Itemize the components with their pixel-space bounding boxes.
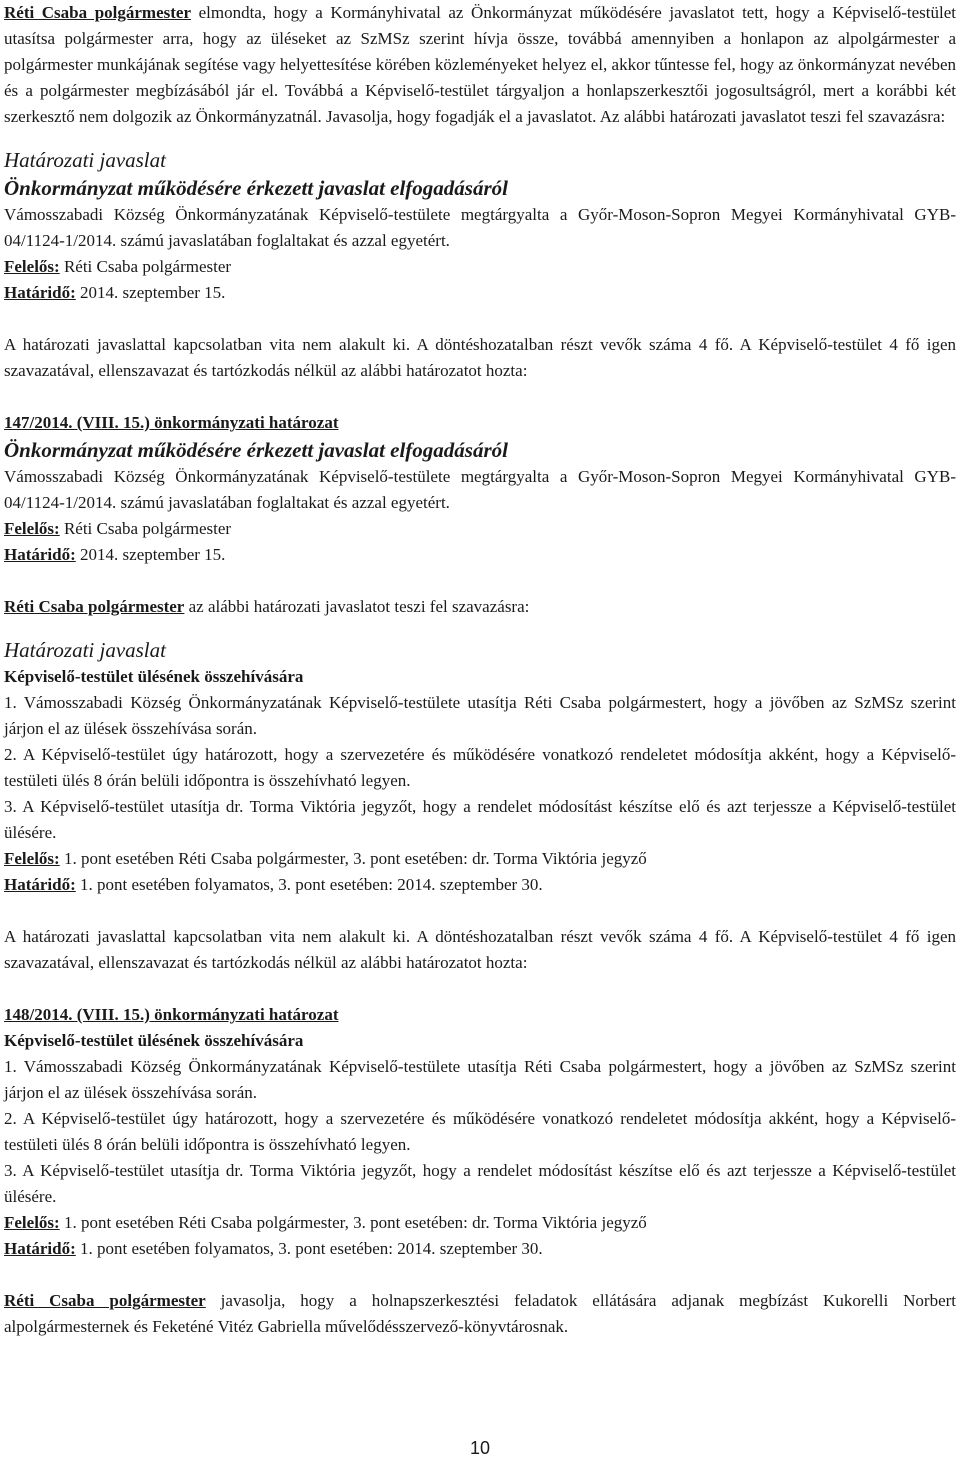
vote-paragraph: A határozati javaslattal kapcsolatban vita nem alakult ki. A döntéshozatalban részt vevők száma 4 fő. A Képviselő-testület 4 fő igen szavazatával, ellenszavazat és tartózkodás nélkül az alábbi határozatot hozta:: [4, 335, 956, 380]
proposal-item: 3. A Képviselő-testület utasítja dr. Torma Viktória jegyzőt, hogy a rendelet módosítást készítse elő és azt terjessze a Képviselő-testület ülésére.: [4, 797, 956, 842]
resolution-title: 147/2014. (VIII. 15.) önkormányzati határozat: [4, 413, 339, 432]
resolution-item: 2. A Képviselő-testület úgy határozott, hogy a szervezetére és működésére vonatkozó rendeletet módosítja akként, hogy a Képviselő-testületi ülés 8 órán belüli időpontra is összehívható legyen.: [4, 1109, 956, 1154]
responsible-label: Felelős:: [4, 1213, 60, 1232]
resolution-item: 1. Vámosszabadi Község Önkormányzatának Képviselő-testülete utasítja Réti Csaba polgármestert, hogy a jövőben az SzMSz szerint járjon el az ülések összehívása során.: [4, 1057, 956, 1102]
deadline-line: [4, 280, 956, 306]
deadline-value: 2014. szeptember 15.: [75, 283, 226, 302]
speaker-name: Réti Csaba polgármester: [4, 3, 191, 22]
intro-text: javasolja, hogy a holnapszerkesztési feladatok ellátására adjanak megbízást Kukorelli Norbert alpolgármesternek és Feketéné Vitéz Gabriella művelődésszervező-könyvtárosnak.: [4, 1291, 956, 1336]
resolution-subject: Képviselő-testület ülésének összehívására: [4, 1031, 304, 1050]
proposal-body: Vámosszabadi Község Önkormányzatának Képviselő-testülete megtárgyalta a Győr-Moson-Sopron Megyei Kormányhivatal GYB-04/1124-1/2014. számú javaslatában foglaltakat és azzal egyetért.: [4, 205, 956, 250]
responsible-label: Felelős:: [4, 257, 60, 276]
intro-paragraph: [4, 0, 956, 130]
deadline-value: 1. pont esetében folyamatos, 3. pont esetében: 2014. szeptember 30.: [75, 875, 543, 894]
intro-paragraph: [4, 1288, 956, 1340]
deadline-line: [4, 872, 956, 898]
resolution-subject: Önkormányzat működésére érkezett javaslat elfogadásáról: [4, 438, 508, 462]
responsible-line: [4, 254, 956, 280]
resolution-body: Vámosszabadi Község Önkormányzatának Képviselő-testülete megtárgyalta a Győr-Moson-Sopron Megyei Kormányhivatal GYB-04/1124-1/2014. számú javaslatában foglaltakat és azzal egyetért.: [4, 467, 956, 512]
resolution-item: 3. A Képviselő-testület utasítja dr. Torma Viktória jegyzőt, hogy a rendelet módosítást készítse elő és azt terjessze a Képviselő-testület ülésére.: [4, 1161, 956, 1206]
deadline-label: Határidő:: [4, 545, 76, 564]
responsible-line: [4, 516, 956, 542]
proposal-item: 2. A Képviselő-testület úgy határozott, hogy a szervezetére és működésére vonatkozó rendeletet módosítja akként, hogy a Képviselő-testületi ülés 8 órán belüli időpontra is összehívható legyen.: [4, 745, 956, 790]
speaker-name: Réti Csaba polgármester: [4, 597, 185, 616]
deadline-label: Határidő:: [4, 1239, 76, 1258]
intro-text: elmondta, hogy a Kormányhivatal az Önkormányzat működésére javaslatot tett, hogy a Képviselő-testület utasítsa polgármester arra, hogy az üléseket az SzMSz szerint hívja össze, továbbá amennyiben a honlapon az alpolgármester a polgármester munkájának segítése vagy helyettesítése körében közleményeket helyez el, akkor tűntesse fel, hogy az önkormányzat nevében és a polgármester megbízásából jár el. Továbbá a Képviselő-testület tárgyaljon a honlapszerkesztői jogosultságról, mert a korábbi két szerkesztő nem dolgozik az Önkormányzatnál. Javasolja, hogy fogadják el a javaslatot. Az alábbi határozati javaslatot teszi fel szavazásra:: [4, 3, 956, 126]
deadline-label: Határidő:: [4, 283, 76, 302]
intro-text: az alábbi határozati javaslatot teszi fel szavazásra:: [184, 597, 530, 616]
deadline-value: 1. pont esetében folyamatos, 3. pont esetében: 2014. szeptember 30.: [75, 1239, 543, 1258]
responsible-label: Felelős:: [4, 849, 60, 868]
deadline-value: 2014. szeptember 15.: [75, 545, 226, 564]
deadline-line: [4, 1236, 956, 1262]
proposal-subject: Képviselő-testület ülésének összehívására: [4, 667, 304, 686]
page-number: 10: [469, 1438, 491, 1458]
deadline-label: Határidő:: [4, 875, 76, 894]
deadline-line: [4, 542, 956, 568]
resolution-title: 148/2014. (VIII. 15.) önkormányzati határozat: [4, 1005, 339, 1024]
document-page: [4, 0, 956, 1340]
responsible-value: Réti Csaba polgármester: [59, 519, 232, 538]
responsible-value: Réti Csaba polgármester: [59, 257, 232, 276]
proposal-heading: Határozati javaslat: [4, 638, 166, 662]
speaker-name: Réti Csaba polgármester: [4, 1291, 206, 1310]
responsible-label: Felelős:: [4, 519, 60, 538]
responsible-line: [4, 846, 956, 872]
proposal-heading: Határozati javaslat: [4, 148, 166, 172]
responsible-line: [4, 1210, 956, 1236]
responsible-value: 1. pont esetében Réti Csaba polgármester, 3. pont esetében: dr. Torma Viktória jegyző: [59, 1213, 647, 1232]
proposal-subject: Önkormányzat működésére érkezett javaslat elfogadásáról: [4, 176, 508, 200]
vote-paragraph: A határozati javaslattal kapcsolatban vita nem alakult ki. A döntéshozatalban részt vevők száma 4 fő. A Képviselő-testület 4 fő igen szavazatával, ellenszavazat és tartózkodás nélkül az alábbi határozatot hozta:: [4, 927, 956, 972]
responsible-value: 1. pont esetében Réti Csaba polgármester, 3. pont esetében: dr. Torma Viktória jegyző: [59, 849, 647, 868]
intro-paragraph: [4, 594, 956, 620]
proposal-item: 1. Vámosszabadi Község Önkormányzatának Képviselő-testülete utasítja Réti Csaba polgármestert, hogy a jövőben az SzMSz szerint járjon el az ülések összehívása során.: [4, 693, 956, 738]
